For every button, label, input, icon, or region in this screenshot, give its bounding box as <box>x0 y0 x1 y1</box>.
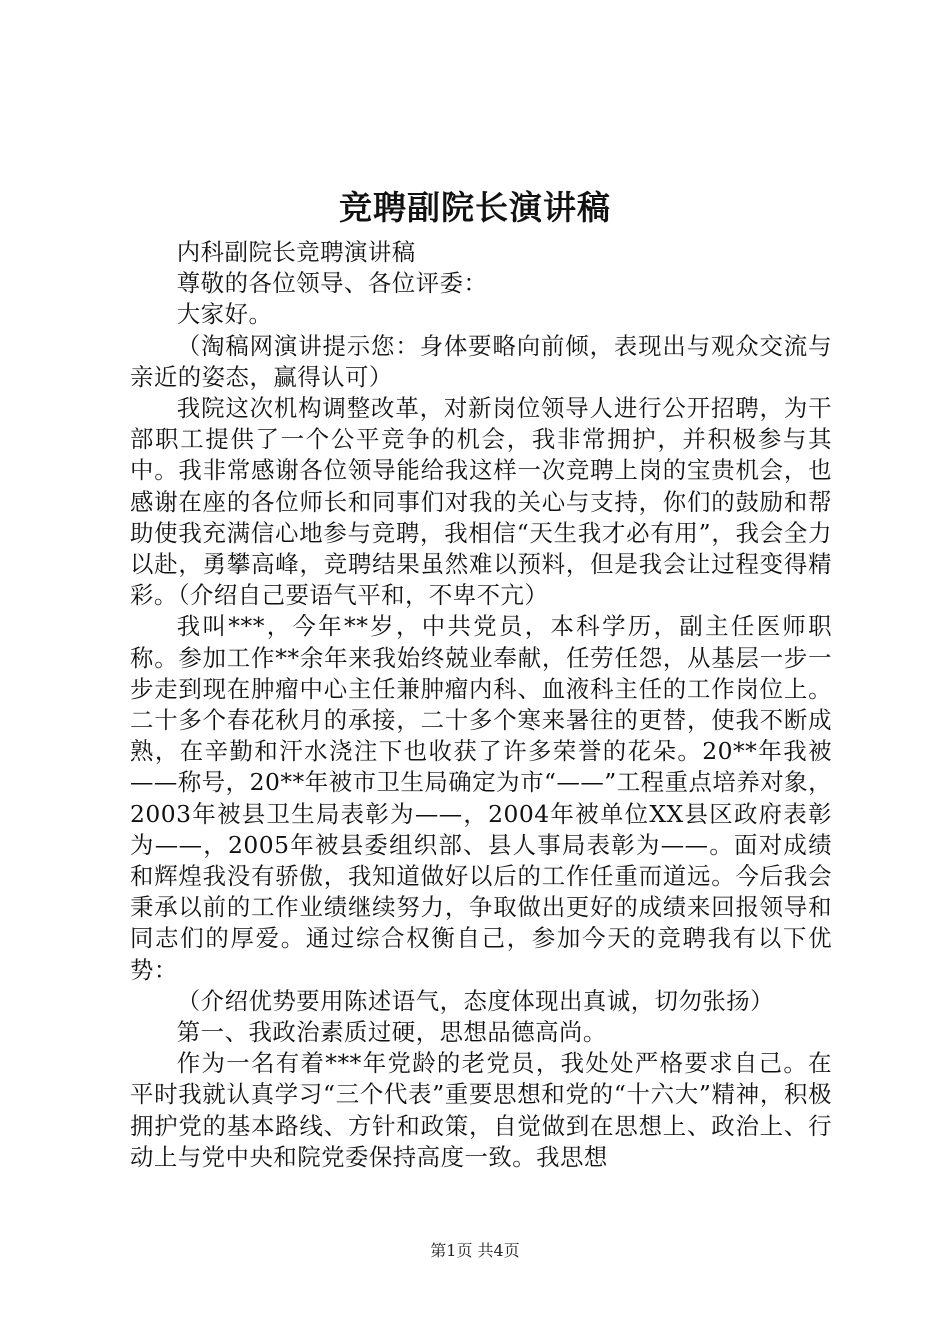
first-advantage-heading: 第一、我政治素质过硬，思想品德高尚。 <box>176 1018 607 1047</box>
intro-paragraph: 我院这次机构调整改革，对新岗位领导人进行公开招聘，为干部职工提供了一个公平竞争的机会，我非常拥护，并积极参与其中。我非常感谢各位领导能给我这样一次竞聘上岗的宝贵机会，也感谢在座的各位师长和同事们对我的关心与支持，你们的鼓励和帮助使我充满信心地参与竞聘，我相信“天生我才必有用”，我会全力以赴，勇攀高峰，竞聘结果虽然难以预料，但是我会让过程变得精彩。（介绍自己要语气平和，不卑不亢） <box>130 394 832 610</box>
party-member-paragraph: 作为一名有着***年党龄的老党员，我处处严格要求自己。在平时我就认真学习“三个代表”重要思想和党的“十六大”精神，积极拥护党的基本路线、方针和政策，自觉做到在思想上、政治上、行动上与党中央和院党委保持高度一致。我思想 <box>130 1049 832 1171</box>
salutation-paragraph: 尊敬的各位领导、各位评委： <box>176 269 488 298</box>
advantage-tip-paragraph: （介绍优势要用陈述语气，态度体现出真诚，切勿张扬） <box>176 986 775 1015</box>
document-title: 竞聘副院长演讲稿 <box>339 188 611 227</box>
tip-paragraph: （淘稿网演讲提示您：身体要略向前倾，表现出与观众交流与亲近的姿态，赢得认可） <box>130 331 832 391</box>
document-body <box>130 237 832 1173</box>
self-introduction-paragraph: 我叫***，今年**岁，中共党员，本科学历，副主任医师职称。参加工作**余年来我始终兢业奉献，任劳任怨，从基层一步一步走到现在肿瘤中心主任兼肿瘤内科、血液科主任的工作岗位上。二十多个春花秋月的承接，二十多个寒来暑往的更替，使我不断成熟，在辛勤和汗水浇注下也收获了许多荣誉的花朵。20**年我被——称号，20**年被市卫生局确定为市“——”工程重点培养对象，2003年被县卫生局表彰为——，2004年被单位XX县区政府表彰为——，2005年被县委组织部、县人事局表彰为——。面对成绩和辉煌我没有骄傲，我知道做好以后的工作任重而道远。今后我会秉承以前的工作业绩继续努力，争取做出更好的成绩来回报领导和同志们的厚爱。通过综合权衡自己，参加今天的竞聘我有以下优势： <box>130 612 832 984</box>
subtitle-paragraph: 内科副院长竞聘演讲稿 <box>176 238 416 266</box>
page-footer: 第1页 共4页 <box>430 1241 520 1260</box>
greeting-paragraph: 大家好。 <box>176 300 273 329</box>
